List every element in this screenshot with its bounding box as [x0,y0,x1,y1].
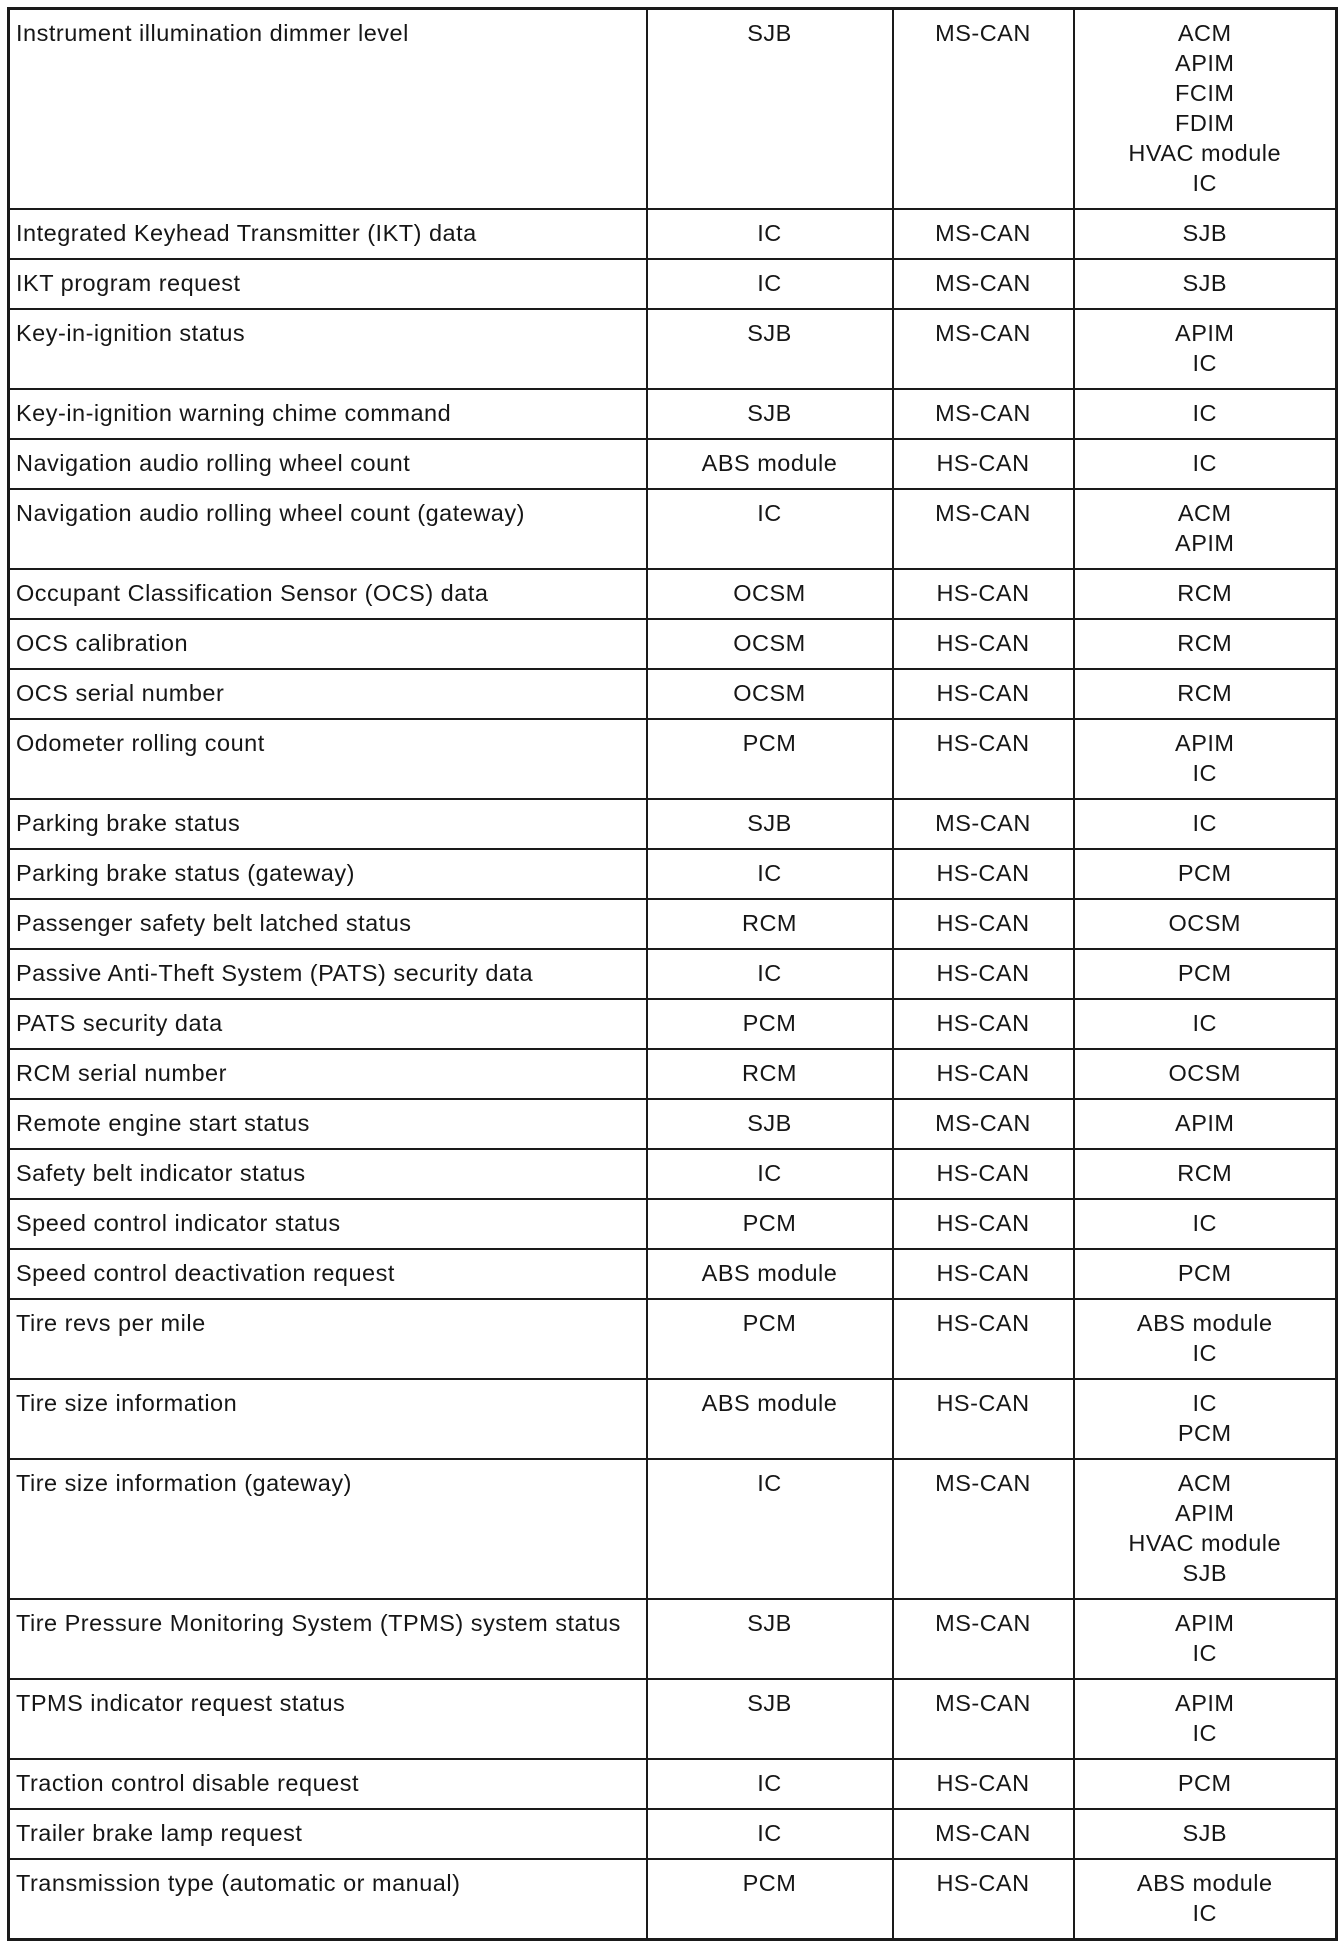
table-row [9,719,1337,799]
network-cell: HS-CAN [893,1759,1074,1809]
message-cell: Safety belt indicator status [9,1149,647,1199]
message-cell: Transmission type (automatic or manual) [9,1859,647,1940]
receiver-item: IC [1192,810,1217,836]
receiver-item: PCM [1177,1260,1232,1286]
message-cell: Parking brake status (gateway) [9,849,647,899]
receiver-item: ACM [1177,20,1232,46]
table-row [9,569,1337,619]
message-cell: Occupant Classification Sensor (OCS) data [9,569,647,619]
receiver-item: IC [1192,1900,1217,1926]
receivers-cell [1074,1199,1337,1249]
transmitter-cell: IC [647,1149,893,1199]
table-body [9,9,1337,1940]
message-cell: Navigation audio rolling wheel count (gateway) [9,489,647,569]
receiver-item: ACM [1177,1470,1232,1496]
receivers-cell [1074,799,1337,849]
receivers-cell [1074,1249,1337,1299]
transmitter-cell: PCM [647,999,893,1049]
receivers-cell [1074,1299,1337,1379]
receiver-item: OCSM [1168,910,1241,936]
table-row [9,899,1337,949]
message-cell: Instrument illumination dimmer level [9,9,647,210]
receiver-item: RCM [1177,680,1233,706]
transmitter-cell: ABS module [647,439,893,489]
receiver-item: APIM [1175,1500,1235,1526]
network-cell: HS-CAN [893,849,1074,899]
table-row [9,799,1337,849]
network-cell: MS-CAN [893,1599,1074,1679]
receiver-item: ABS module [1136,1310,1273,1336]
message-cell: Tire size information [9,1379,647,1459]
transmitter-cell: SJB [647,1099,893,1149]
receiver-item: PCM [1177,1420,1232,1446]
network-cell: MS-CAN [893,9,1074,210]
receiver-item: IC [1192,760,1217,786]
message-cell: Navigation audio rolling wheel count [9,439,647,489]
network-cell: MS-CAN [893,489,1074,569]
message-cell: Tire Pressure Monitoring System (TPMS) system status [9,1599,647,1679]
message-cell: Passive Anti-Theft System (PATS) security data [9,949,647,999]
receiver-item: APIM [1175,1110,1235,1136]
network-cell: MS-CAN [893,799,1074,849]
table-row [9,949,1337,999]
network-cell: HS-CAN [893,619,1074,669]
transmitter-cell: OCSM [647,669,893,719]
table-row [9,1599,1337,1679]
receiver-item: RCM [1177,580,1233,606]
receiver-item: PCM [1177,960,1232,986]
receiver-item: APIM [1175,320,1235,346]
network-cell: HS-CAN [893,1249,1074,1299]
network-cell: HS-CAN [893,1199,1074,1249]
receiver-item: SJB [1182,270,1228,296]
table-row [9,1759,1337,1809]
table-row [9,849,1337,899]
network-cell: HS-CAN [893,999,1074,1049]
network-cell: HS-CAN [893,1149,1074,1199]
receivers-cell [1074,719,1337,799]
transmitter-cell: IC [647,1809,893,1859]
message-cell: TPMS indicator request status [9,1679,647,1759]
receiver-item: IC [1192,1210,1217,1236]
receiver-item: IC [1192,170,1217,196]
receiver-item: FCIM [1175,80,1235,106]
receiver-item: HVAC module [1128,140,1282,166]
table-row [9,669,1337,719]
receivers-cell [1074,899,1337,949]
message-cell: Trailer brake lamp request [9,1809,647,1859]
receiver-item: SJB [1182,1820,1228,1846]
network-cell: HS-CAN [893,669,1074,719]
receiver-item: APIM [1175,1690,1235,1716]
network-cell: MS-CAN [893,1809,1074,1859]
receiver-item: SJB [1182,1560,1228,1586]
transmitter-cell: PCM [647,1299,893,1379]
receiver-item: OCSM [1168,1060,1241,1086]
message-cell: PATS security data [9,999,647,1049]
transmitter-cell: PCM [647,719,893,799]
table-row [9,1149,1337,1199]
receiver-item: HVAC module [1128,1530,1282,1556]
table-row [9,489,1337,569]
receivers-cell [1074,1599,1337,1679]
table-row [9,1249,1337,1299]
receiver-item: IC [1192,1720,1217,1746]
transmitter-cell: IC [647,1759,893,1809]
message-cell: Traction control disable request [9,1759,647,1809]
table-row [9,619,1337,669]
receiver-item: APIM [1175,730,1235,756]
message-cell: Speed control deactivation request [9,1249,647,1299]
transmitter-cell: SJB [647,1679,893,1759]
receivers-cell [1074,569,1337,619]
transmitter-cell: SJB [647,9,893,210]
table-row [9,1809,1337,1859]
message-cell: Key-in-ignition status [9,309,647,389]
transmitter-cell: OCSM [647,619,893,669]
network-cell: MS-CAN [893,309,1074,389]
transmitter-cell: RCM [647,1049,893,1099]
receivers-cell [1074,849,1337,899]
message-cell: Tire size information (gateway) [9,1459,647,1599]
receiver-item: IC [1192,1640,1217,1666]
network-cell: HS-CAN [893,1379,1074,1459]
table-row [9,1859,1337,1940]
receivers-cell [1074,1459,1337,1599]
transmitter-cell: SJB [647,309,893,389]
transmitter-cell: ABS module [647,1379,893,1459]
receivers-cell [1074,1379,1337,1459]
message-cell: Integrated Keyhead Transmitter (IKT) data [9,209,647,259]
network-cell: HS-CAN [893,899,1074,949]
receiver-item: FDIM [1175,110,1235,136]
message-cell: Parking brake status [9,799,647,849]
receiver-item: RCM [1177,1160,1233,1186]
receiver-item: APIM [1175,530,1235,556]
transmitter-cell: OCSM [647,569,893,619]
receiver-item: ABS module [1136,1870,1273,1896]
table-row [9,9,1337,210]
message-cell: Passenger safety belt latched status [9,899,647,949]
message-cell: OCS calibration [9,619,647,669]
message-cell: OCS serial number [9,669,647,719]
network-cell: HS-CAN [893,1049,1074,1099]
table-row [9,1679,1337,1759]
receiver-item: ACM [1177,500,1232,526]
message-cell: IKT program request [9,259,647,309]
table-row [9,1299,1337,1379]
receiver-item: IC [1192,1390,1217,1416]
transmitter-cell: IC [647,949,893,999]
transmitter-cell: IC [647,849,893,899]
network-cell: HS-CAN [893,1299,1074,1379]
transmitter-cell: SJB [647,1599,893,1679]
message-cell: Remote engine start status [9,1099,647,1149]
receiver-item: IC [1192,1340,1217,1366]
network-cell: HS-CAN [893,719,1074,799]
network-cell: MS-CAN [893,1099,1074,1149]
receivers-cell [1074,619,1337,669]
receiver-item: IC [1192,350,1217,376]
table-row [9,1049,1337,1099]
table-row [9,1459,1337,1599]
receivers-cell [1074,1759,1337,1809]
receivers-cell [1074,9,1337,210]
receiver-item: IC [1192,450,1217,476]
receivers-cell [1074,439,1337,489]
receiver-item: APIM [1175,50,1235,76]
transmitter-cell: SJB [647,799,893,849]
receivers-cell [1074,1149,1337,1199]
message-cell: Odometer rolling count [9,719,647,799]
receivers-cell [1074,309,1337,389]
network-cell: MS-CAN [893,209,1074,259]
network-cell: HS-CAN [893,1859,1074,1940]
table-row [9,309,1337,389]
receivers-cell [1074,1859,1337,1940]
table-row [9,1199,1337,1249]
network-cell: MS-CAN [893,1459,1074,1599]
network-cell: HS-CAN [893,949,1074,999]
message-cell: Key-in-ignition warning chime command [9,389,647,439]
transmitter-cell: PCM [647,1199,893,1249]
receivers-cell [1074,489,1337,569]
receivers-cell [1074,1049,1337,1099]
receivers-cell [1074,1099,1337,1149]
receivers-cell [1074,669,1337,719]
network-message-table [7,7,1338,1941]
table-row [9,389,1337,439]
network-cell: MS-CAN [893,259,1074,309]
transmitter-cell: IC [647,489,893,569]
transmitter-cell: ABS module [647,1249,893,1299]
receiver-item: RCM [1177,630,1233,656]
receiver-item: IC [1192,400,1217,426]
receivers-cell [1074,999,1337,1049]
receivers-cell [1074,949,1337,999]
receivers-cell [1074,1679,1337,1759]
receiver-item: SJB [1182,220,1228,246]
transmitter-cell: IC [647,209,893,259]
table-row [9,1099,1337,1149]
receiver-item: APIM [1175,1610,1235,1636]
receivers-cell [1074,209,1337,259]
receiver-item: IC [1192,1010,1217,1036]
message-cell: RCM serial number [9,1049,647,1099]
transmitter-cell: SJB [647,389,893,439]
network-cell: MS-CAN [893,389,1074,439]
transmitter-cell: RCM [647,899,893,949]
table-row [9,209,1337,259]
network-cell: MS-CAN [893,1679,1074,1759]
message-cell: Tire revs per mile [9,1299,647,1379]
table-row [9,259,1337,309]
message-cell: Speed control indicator status [9,1199,647,1249]
network-cell: HS-CAN [893,569,1074,619]
transmitter-cell: PCM [647,1859,893,1940]
receiver-item: PCM [1177,1770,1232,1796]
receiver-item: PCM [1177,860,1232,886]
table-row [9,1379,1337,1459]
receivers-cell [1074,1809,1337,1859]
receivers-cell [1074,389,1337,439]
network-cell: HS-CAN [893,439,1074,489]
receivers-cell [1074,259,1337,309]
table-row [9,999,1337,1049]
transmitter-cell: IC [647,259,893,309]
transmitter-cell: IC [647,1459,893,1599]
table-row [9,439,1337,489]
